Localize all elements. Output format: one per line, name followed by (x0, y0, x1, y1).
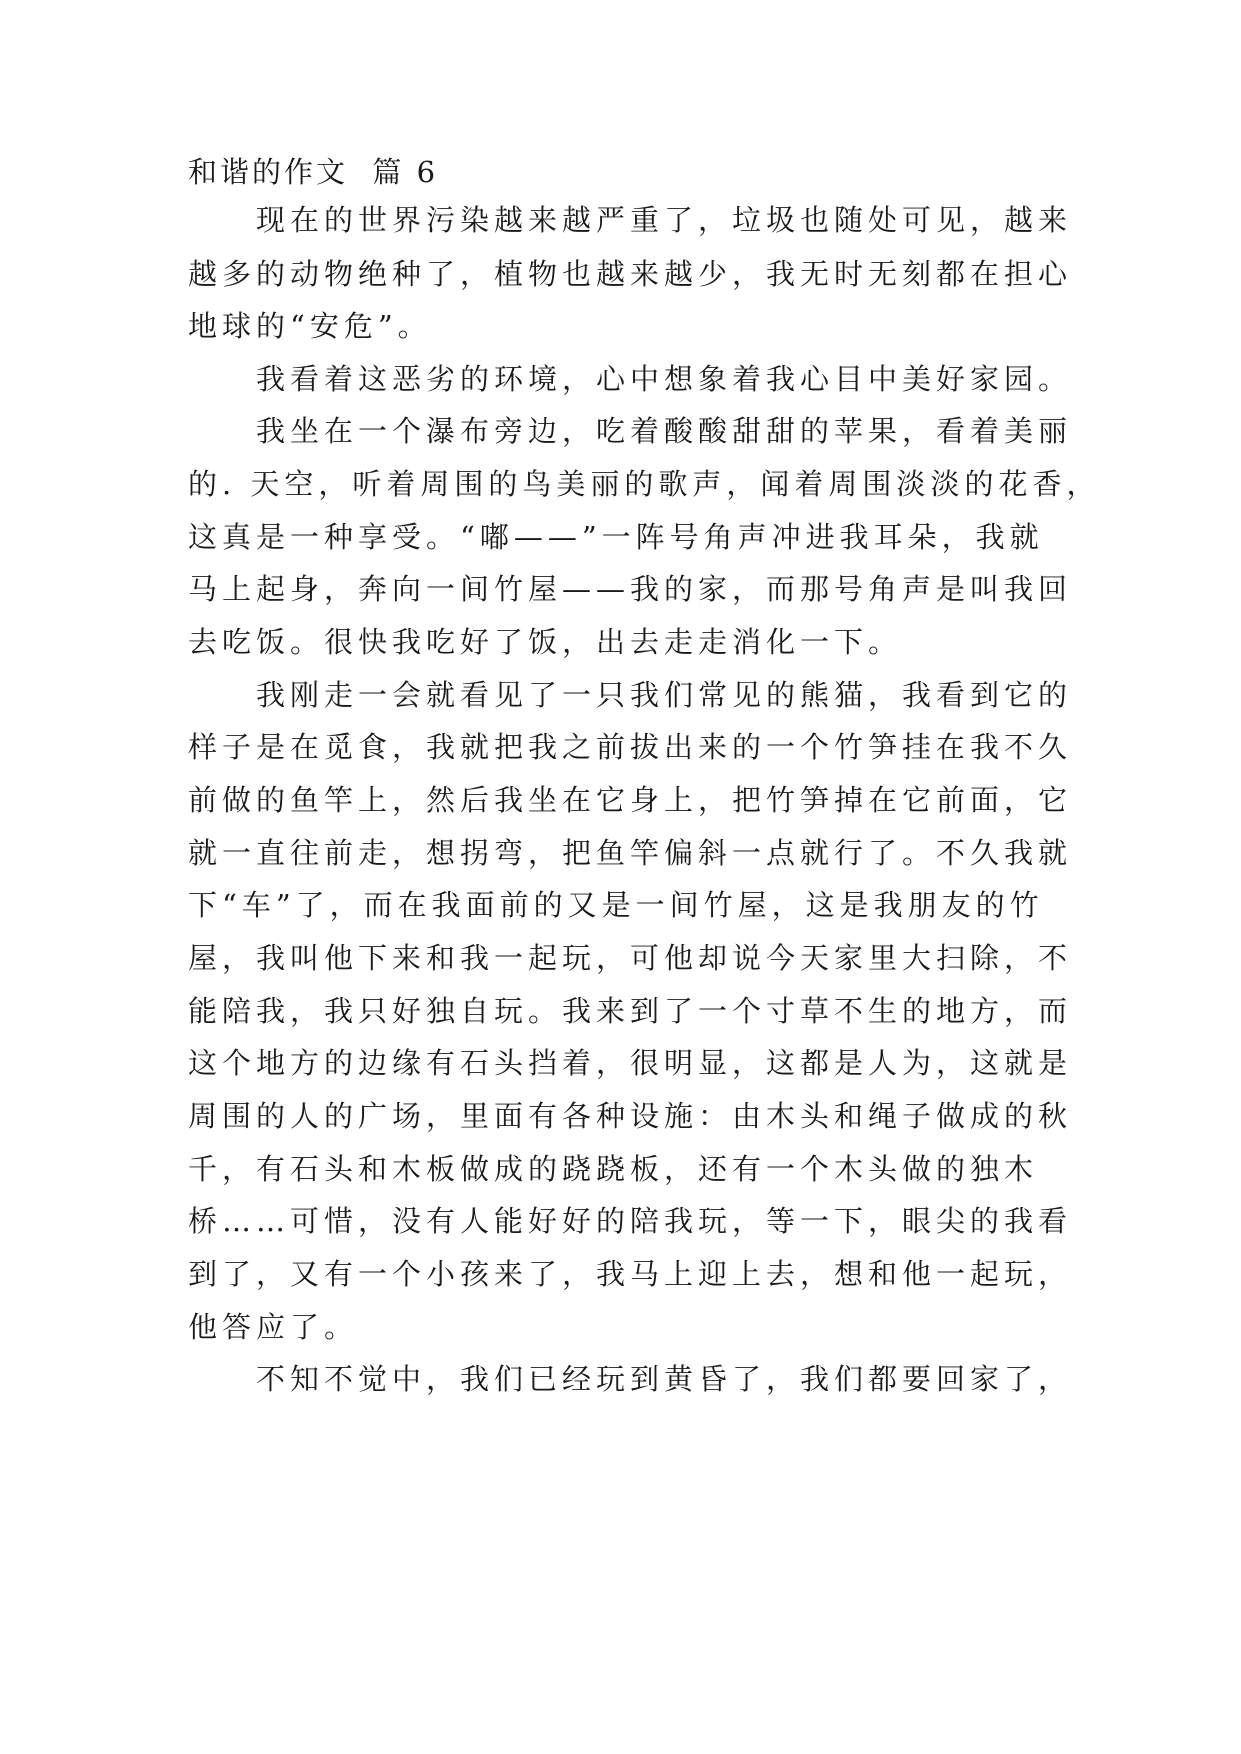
text-line: 地球的“安危”。 (188, 309, 432, 343)
text-line: 我坐在一个瀑布旁边，吃着酸酸甜甜的苹果，看着美丽 (188, 414, 1073, 448)
text-line: 我刚走一会就看见了一只我们常见的熊猫，我看到它的 (188, 678, 1073, 712)
text-line: 这个地方的边缘有石头挡着，很明显，这都是人为，这就是 (188, 1046, 1073, 1080)
text-line: 去吃饭。很快我吃好了饭，出去走走消化一下。 (188, 625, 903, 659)
text-line: 现在的世界污染越来越严重了，垃圾也随处可见，越来 (188, 203, 1073, 237)
text-line: 能陪我，我只好独自玩。我来到了一个寸草不生的地方，而 (188, 994, 1073, 1028)
text-line: 他答应了。 (188, 1310, 359, 1344)
text-line: 千，有石头和木板做成的跷跷板，还有一个木头做的独木 (188, 1152, 1039, 1186)
document-title: 和谐的作文 篇 6 (188, 155, 439, 189)
text-line: 周围的人的广场，里面有各种设施：由木头和绳子做成的秋 (188, 1099, 1073, 1133)
text-line: 屋，我叫他下来和我一起玩，可他却说今天家里大扫除，不 (188, 941, 1073, 975)
text-line: 不知不觉中，我们已经玩到黄昏了，我们都要回家了， (188, 1362, 1073, 1396)
text-line: 这真是一种享受。“嘟——”一阵号角声冲进我耳朵，我就 (188, 520, 1044, 554)
text-line: 到了，又有一个小孩来了，我马上迎上去，想和他一起玩， (188, 1257, 1073, 1291)
text-line: 桥……可惜，没有人能好好的陪我玩，等一下，眼尖的我看 (188, 1204, 1073, 1238)
text-line: 样子是在觅食，我就把我之前拔出来的一个竹笋挂在我不久 (188, 730, 1073, 764)
text-line: 我看着这恶劣的环境，心中想象着我心目中美好家园。 (188, 362, 1073, 396)
text-line: 马上起身，奔向一间竹屋——我的家，而那号角声是叫我回 (188, 572, 1073, 606)
text-line: 前做的鱼竿上，然后我坐在它身上，把竹笋掉在它前面，它 (188, 783, 1073, 817)
text-line: 下“车”了，而在我面前的又是一间竹屋，这是我朋友的竹 (188, 888, 1044, 922)
text-line: 越多的动物绝种了，植物也越来越少，我无时无刻都在担心 (188, 257, 1073, 291)
text-line: 的. 天空，听着周围的鸟美丽的歌声，闻着周围淡淡的花香， (188, 467, 1101, 501)
text-line: 就一直往前走，想拐弯，把鱼竿偏斜一点就行了。不久我就 (188, 836, 1073, 870)
